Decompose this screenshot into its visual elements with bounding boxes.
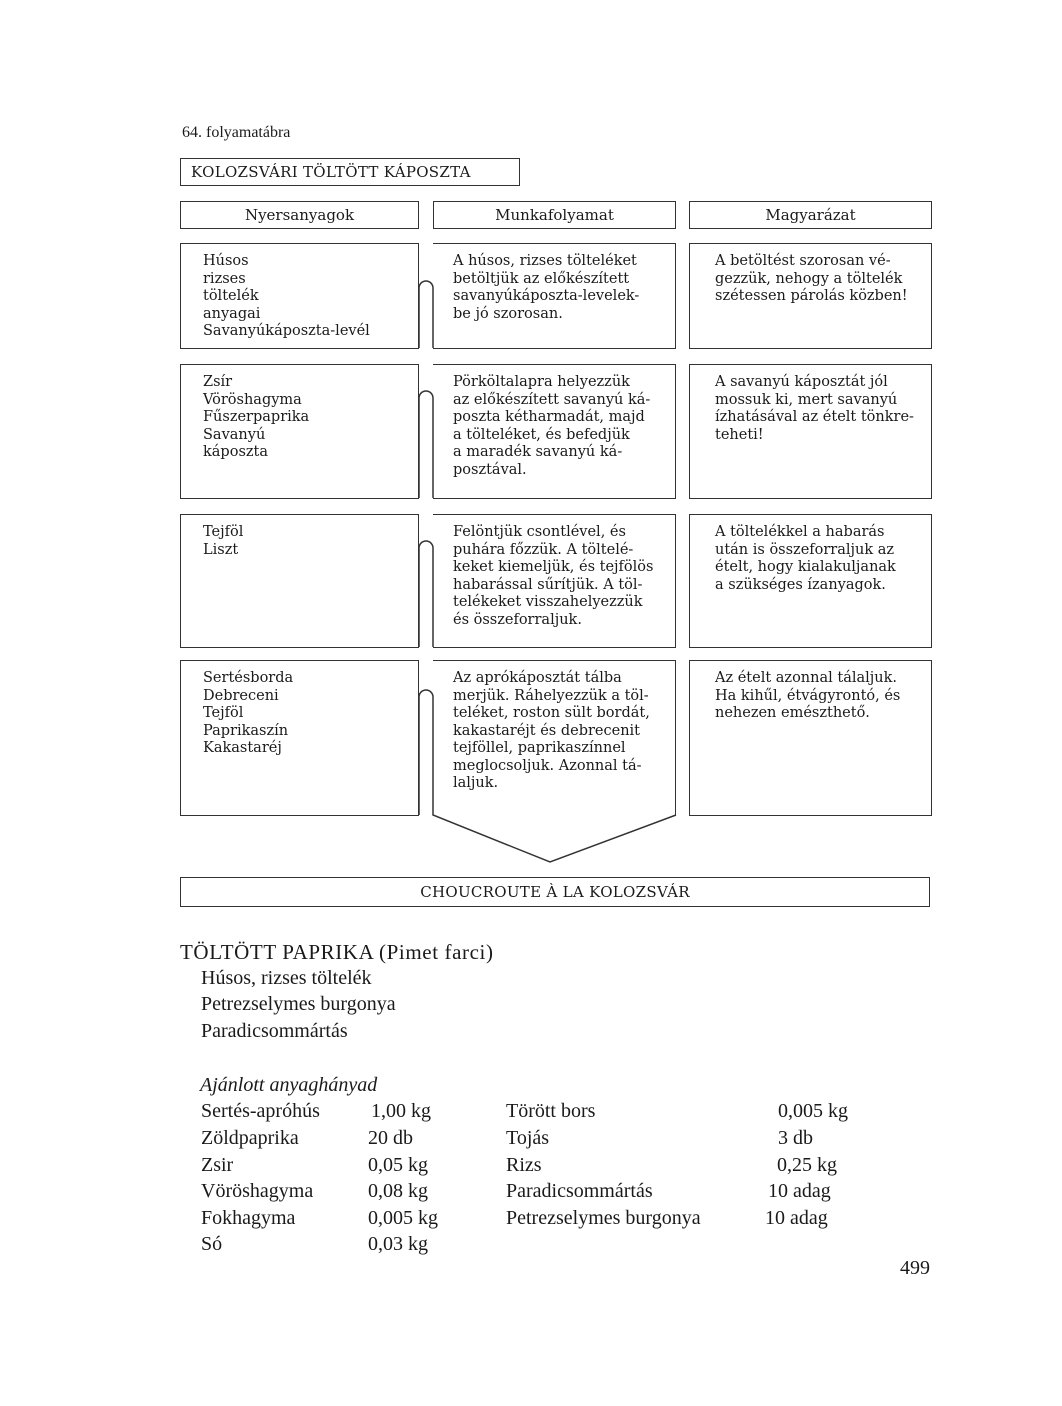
ingredient-name: Zöldpaprika: [201, 1127, 299, 1149]
recipe-component: Paradicsommártás: [201, 1020, 348, 1042]
recipe-component: Petrezselymes burgonya: [201, 993, 396, 1015]
connector-3: [419, 541, 433, 647]
step-1-process: A húsos, rizses tölteléket betöltjük az előkészített savanyúkáposzta-levelek- be jó szorosan.: [433, 243, 676, 349]
page-number: 499: [900, 1257, 930, 1279]
ingredient-name: Paradicsommártás: [506, 1180, 653, 1202]
step-3-process: Felöntjük csontlével, és puhára főzzük. A töltelé- keket kiemeljük, és tejfölös habarással sűrítjük. A töl- telékeket visszahelyezzük és összeforraljuk.: [433, 514, 676, 648]
ingredient-name: Fokhagyma: [201, 1207, 296, 1229]
figure-caption: 64. folyamatábra: [182, 124, 291, 141]
ingredient-name: Vöröshagyma: [201, 1180, 314, 1202]
ingredient-name: Tojás: [506, 1127, 550, 1149]
ingredient-qty: 20 db: [368, 1127, 413, 1149]
step-2-process: Pörköltalapra helyezzük az előkészített savanyú ká- poszta kétharmadát, majd a tölteléket, és befedjük a maradék savanyú ká- posztával.: [433, 364, 676, 499]
step-4-explanation: Az ételt azonnal tálaljuk. Ha kihűl, étvágyrontó, és nehezen emészthető.: [689, 660, 932, 816]
ingredient-name: Sertés-apróhús: [201, 1100, 320, 1122]
ingredient-qty: 0,08 kg: [368, 1180, 428, 1202]
recipe-component: Húsos, rizses töltelék: [201, 967, 372, 989]
header-process: Munkafolyamat: [433, 201, 676, 229]
step-1-ingredients: Húsos rizses töltelék anyagai Savanyúkáposzta-levél: [180, 243, 419, 349]
ingredients-heading: Ajánlott anyaghányad: [200, 1074, 378, 1096]
ingredient-qty: 3 db: [778, 1127, 813, 1149]
ingredient-name: Só: [201, 1233, 223, 1255]
ingredient-name: Petrezselymes burgonya: [506, 1207, 701, 1229]
ingredient-qty: 10 adag: [768, 1180, 831, 1202]
header-explanation: Magyarázat: [689, 201, 932, 229]
ingredient-qty: 0,005 kg: [368, 1207, 438, 1229]
flowchart-title: KOLOZSVÁRI TÖLTÖTT KÁPOSZTA: [180, 158, 520, 186]
step-4-ingredients: Sertésborda Debreceni Tejföl Paprikaszín Kakastaréj: [180, 660, 419, 816]
ingredient-qty: 0,03 kg: [368, 1233, 428, 1255]
recipe-title: TÖLTÖTT PAPRIKA (Pimet farci): [180, 940, 494, 964]
connector-2: [419, 391, 433, 498]
ingredient-qty: 1,00 kg: [371, 1100, 431, 1122]
step-3-explanation: A töltelékkel a habarás után is összeforraljuk az ételt, hogy kialakuljanak a szükséges ízanyagok.: [689, 514, 932, 648]
ingredient-qty: 0,005 kg: [778, 1100, 848, 1122]
step-4-process: Az aprókáposztát tálba merjük. Ráhelyezzük a töl- teléket, roston sült bordát, kakastaréjt és debrecenit tejföllel, paprikaszínnel meglocsoljuk. Azonnal tá- laljuk.: [433, 660, 676, 816]
connector-1: [419, 281, 433, 348]
ingredient-qty: 10 adag: [765, 1207, 828, 1229]
step-3-ingredients: Tejföl Liszt: [180, 514, 419, 648]
step-2-explanation: A savanyú káposztát jól mossuk ki, mert savanyú ízhatásával az ételt tönkre- teheti!: [689, 364, 932, 499]
ingredient-qty: 0,05 kg: [368, 1154, 428, 1176]
step-2-ingredients: Zsír Vöröshagyma Fűszerpaprika Savanyú káposzta: [180, 364, 419, 499]
ingredient-name: Zsir: [201, 1154, 234, 1176]
ingredient-name: Rizs: [506, 1154, 542, 1176]
ingredient-qty: 0,25 kg: [777, 1154, 837, 1176]
step-1-explanation: A betöltést szorosan vé- gezzük, nehogy a töltelék szétessen párolás közben!: [689, 243, 932, 349]
header-ingredients: Nyersanyagok: [180, 201, 419, 229]
flowchart-result: CHOUCROUTE À LA KOLOZSVÁR: [180, 877, 930, 907]
ingredient-name: Törött bors: [506, 1100, 596, 1122]
